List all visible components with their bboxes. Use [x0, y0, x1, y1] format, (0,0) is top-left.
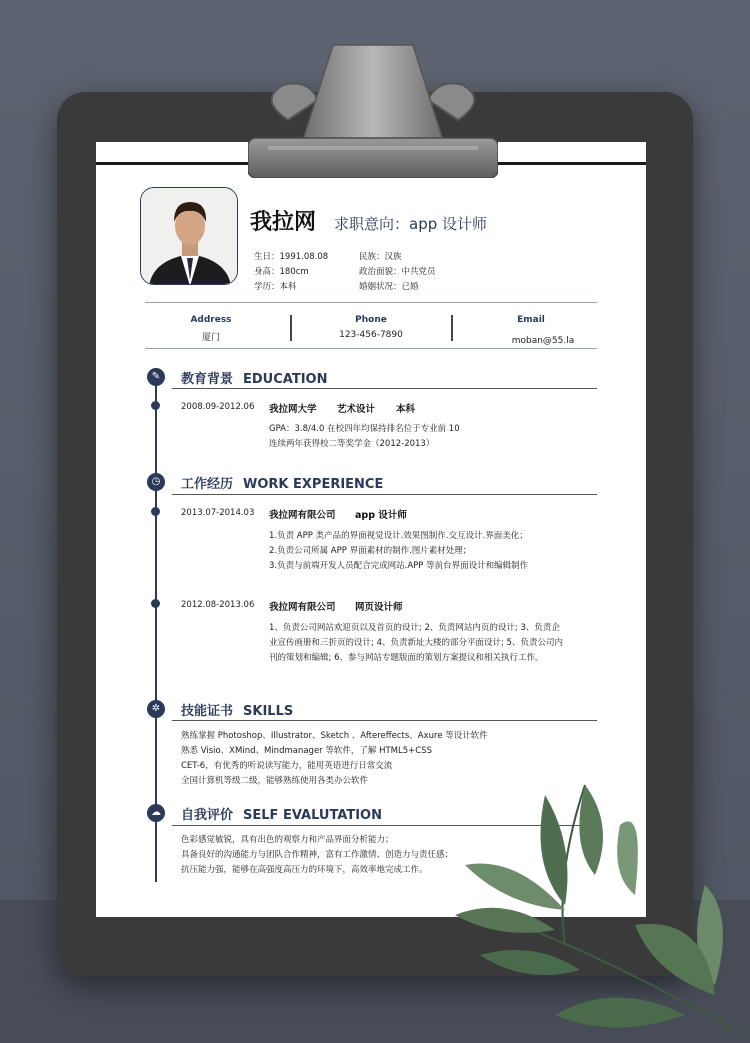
contact-bottom-divider: [145, 348, 597, 349]
phone-label: Phone: [355, 315, 387, 325]
contact-top-divider: [145, 302, 597, 303]
skills-title-en: SKILLS: [243, 704, 294, 719]
skill-item: CET-6，有优秀的听说读写能力，能用英语进行日常交流: [181, 761, 393, 771]
section-rule: [172, 494, 597, 495]
job-role: 网页设计师: [355, 602, 403, 613]
job-duty: 1.负责 APP 类产品的界面视觉设计.效果图制作.交互设计.界面美化；: [269, 531, 528, 541]
education-title-cn: 教育背景: [181, 372, 234, 387]
work-section-title: [181, 473, 383, 492]
avatar: [140, 187, 238, 285]
binder-clip-icon: [248, 40, 498, 178]
political-status-info: 政治面貌：中共党员: [359, 267, 436, 277]
education-detail: 连续两年获得校二等奖学金（2012-2013）: [269, 439, 435, 449]
contact-divider: [451, 315, 453, 341]
job-role: app 设计师: [355, 510, 407, 521]
job-duty: 刊的策划和编辑; 6、参与网站专题版面的策划方案提议和相关执行工作。: [269, 653, 544, 663]
marital-status-info: 婚姻状况：已婚: [359, 282, 419, 292]
education-date: 2008.09-2012.06: [181, 402, 255, 412]
birthday-info: 生日：1991.08.08: [254, 252, 329, 262]
education-level-info: 学历：本科: [254, 282, 297, 292]
skill-item: 熟练掌握 Photoshop、Illustrator、Sketch 、Aftereffects、Axure 等设计软件: [181, 731, 488, 741]
education-degree: 本科: [396, 404, 416, 415]
ethnicity-info: 民族：汉族: [359, 252, 402, 262]
job-date: 2012.08-2013.06: [181, 600, 255, 610]
job-duty: 业宣传画册和三折页的设计; 4、负责新址大楼的部分平面设计; 5、负责公司内: [269, 638, 563, 648]
phone-value: 123-456-7890: [339, 330, 403, 340]
job-duty: 2.负责公司所属 APP 界面素材的制作.图片素材处理；: [269, 546, 472, 556]
skills-title-cn: 技能证书: [181, 704, 234, 719]
job-date: 2013.07-2014.03: [181, 508, 255, 518]
skill-item: 熟悉 Visio、XMind、Mindmanager 等软件，了解 HTML5+CSS: [181, 746, 432, 756]
height-info: 身高：180cm: [254, 267, 309, 277]
education-detail: GPA：3.8/4.0 在校四年均保持排名位于专业前 10: [269, 424, 460, 434]
contact-divider: [290, 315, 292, 341]
education-title-en: EDUCATION: [243, 372, 328, 387]
work-title-en: WORK EXPERIENCE: [243, 477, 384, 492]
section-rule: [172, 720, 597, 721]
self-eval-item: 抗压能力强，能够在高强度高压力的环境下，高效率地完成工作。: [181, 865, 428, 875]
gear-icon: ✲: [147, 700, 165, 718]
job-duty: 1、负责公司网站欢迎页以及首页的设计; 2、负责网站内页的设计; 3、负责企: [269, 623, 560, 633]
email-label: Email: [517, 315, 545, 325]
email-value[interactable]: moban@55.la: [511, 336, 575, 346]
self-eval-item: 具备良好的沟通能力与团队合作精神，富有工作激情、创造力与责任感；: [181, 850, 454, 860]
timeline-dot: [151, 401, 160, 410]
timeline-dot: [151, 507, 160, 516]
clock-icon: ◷: [147, 473, 165, 491]
skill-item: 全国计算机等级二级，能够熟练使用各类办公软件: [181, 776, 369, 786]
timeline-dot: [151, 599, 160, 608]
education-school: 我拉网大学: [269, 404, 317, 415]
job-duty: 3.负责与前端开发人员配合完成网站.APP 等前台界面设计和编辑制作: [269, 561, 529, 571]
job-objective: 求职意向：app 设计师: [334, 215, 488, 233]
job-company: 我拉网有限公司: [269, 602, 336, 613]
plant-leaf-icon: [445, 765, 750, 1043]
job-company: 我拉网有限公司: [269, 510, 336, 521]
skills-section-title: [181, 700, 293, 719]
education-section-title: [181, 368, 327, 387]
address-label: Address: [190, 315, 232, 325]
address-value: 厦门: [201, 333, 220, 343]
work-title-cn: 工作经历: [181, 477, 234, 492]
self-section-title: [181, 804, 382, 823]
self-title-cn: 自我评价: [181, 808, 234, 823]
self-title-en: SELF EVALUTATION: [243, 808, 382, 823]
education-major: 艺术设计: [337, 404, 376, 415]
candidate-name: 我拉网: [250, 210, 317, 235]
pencil-icon: ✎: [147, 368, 165, 386]
self-eval-item: 色彩感觉敏锐，具有出色的观察力和产品界面分析能力；: [181, 835, 394, 845]
section-rule: [172, 388, 597, 389]
cloud-icon: ☁: [147, 804, 165, 822]
